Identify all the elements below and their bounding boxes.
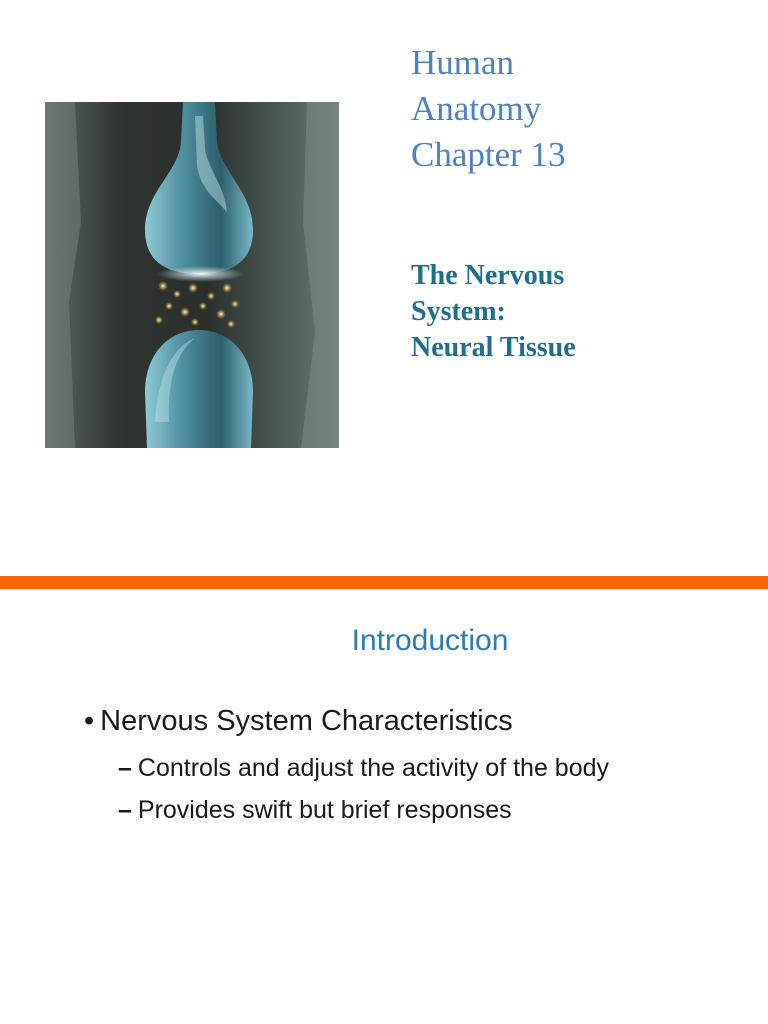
title-line-1: Human	[411, 43, 515, 82]
slide-2	[0, 589, 768, 1024]
title-line-3: Chapter 13	[411, 135, 566, 174]
slide-subtitle	[411, 258, 751, 366]
sub-bullet-item	[118, 789, 754, 831]
intro-heading: Introduction	[351, 624, 509, 657]
subtitle-line-2: System:	[411, 296, 506, 327]
slide-title	[411, 40, 751, 178]
bullet-text: Nervous System Characteristics	[100, 705, 513, 737]
sub-bullet-text: Provides swift but brief responses	[137, 796, 512, 824]
synapse-illustration	[45, 102, 339, 448]
sub-bullet-item	[118, 747, 754, 789]
title-line-2: Anatomy	[411, 89, 542, 128]
subtitle-line-1: The Nervous	[411, 260, 565, 291]
sub-list	[118, 747, 754, 831]
sub-bullet-text: Controls and adjust the activity of the body	[137, 754, 610, 782]
bullet-list	[84, 701, 754, 831]
synapse-image	[45, 102, 339, 448]
slide-divider	[0, 576, 768, 589]
bullet-item	[84, 701, 754, 741]
bullet-marker: •	[84, 705, 95, 737]
dash-marker: –	[118, 754, 132, 782]
dash-marker: –	[118, 796, 132, 824]
subtitle-line-3: Neural Tissue	[411, 332, 576, 363]
